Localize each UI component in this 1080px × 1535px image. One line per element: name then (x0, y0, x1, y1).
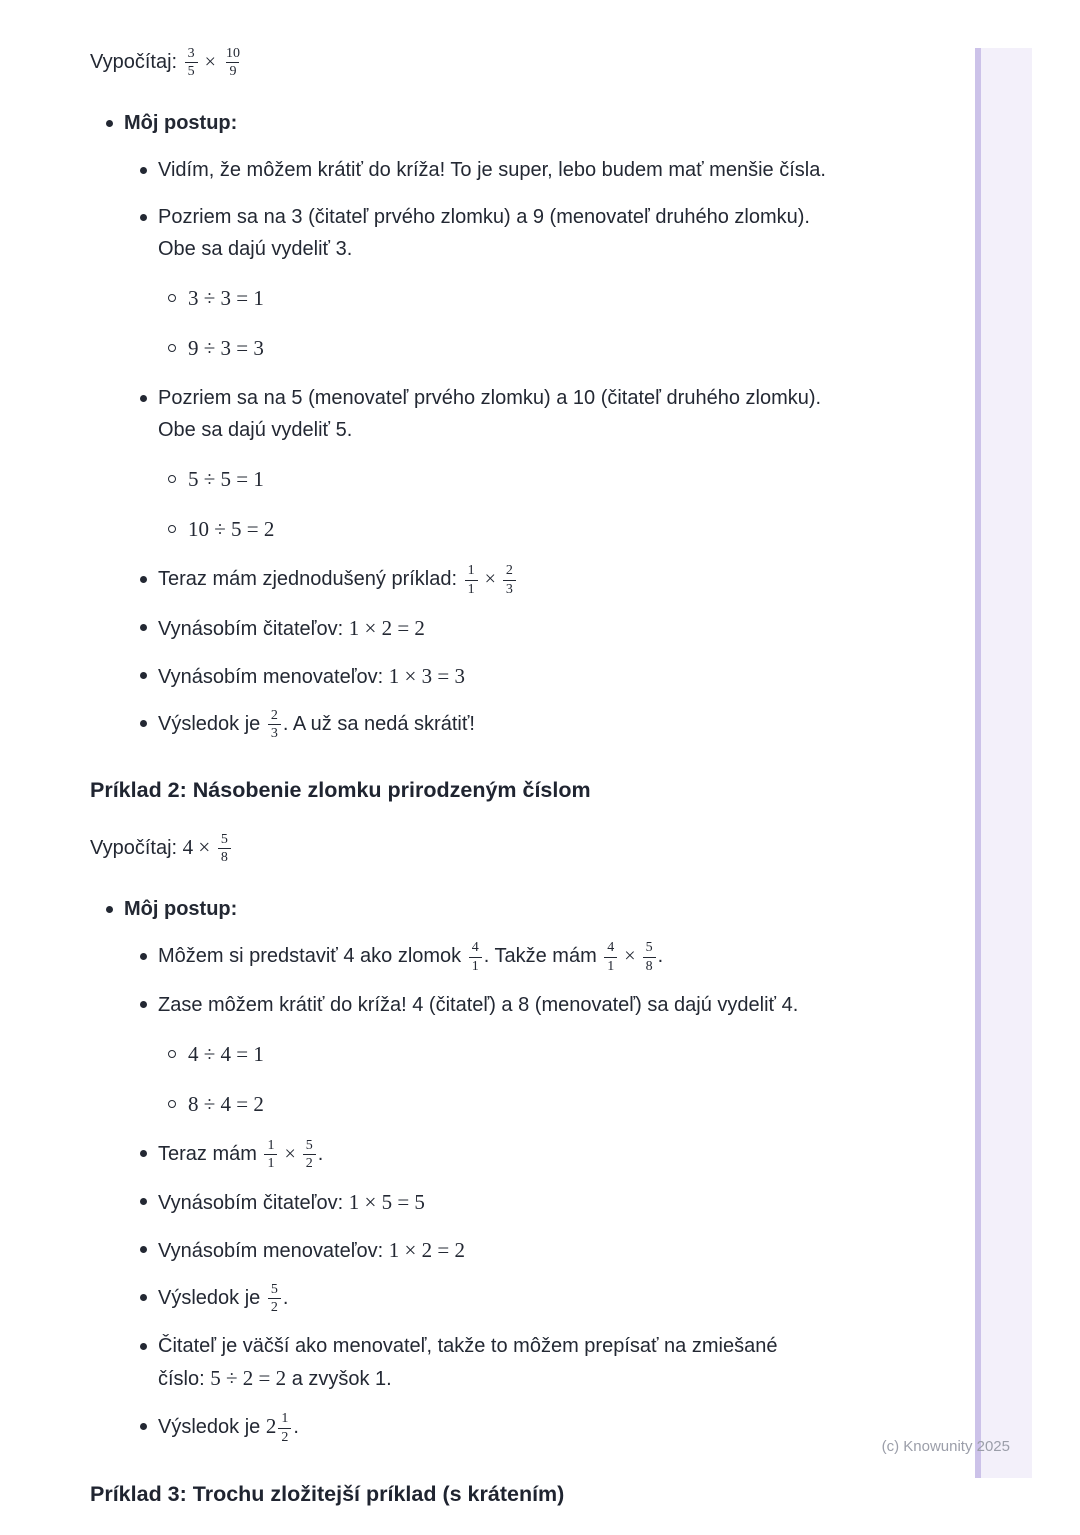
exercise2-substeps-list (124, 940, 826, 1444)
equation-text: 4 ÷ 4 = 1 (188, 1041, 264, 1066)
list-item (158, 1330, 826, 1395)
equation-text: 1 × 5 = 5 (348, 1189, 425, 1214)
exercise2-steps-list (90, 893, 826, 1444)
equation-item (188, 1088, 826, 1121)
list-item (158, 612, 826, 645)
fraction-numerator: 5 (305, 1137, 313, 1153)
fraction-denominator: 8 (643, 957, 656, 974)
step-text: Výsledok je (158, 1416, 261, 1439)
list-item (158, 563, 826, 596)
math-text: 4 × (182, 834, 211, 859)
equation-text: 1 × 3 = 3 (388, 663, 465, 688)
equation-text: 5 ÷ 5 = 1 (188, 467, 264, 492)
step-text: Vidím, že môžem krátiť do kríža! To je super, lebo budem mať menšie čísla. (158, 159, 826, 182)
times-operator: × (204, 51, 216, 73)
step-text: Výsledok je (158, 1286, 261, 1309)
list-item (158, 660, 826, 693)
fraction-2-3 (268, 708, 281, 741)
list-item (158, 1138, 826, 1171)
list-item (158, 154, 826, 186)
step-text: Vynásobím čitateľov: (158, 1191, 344, 1214)
step-text: Vynásobím menovateľov: (158, 1239, 384, 1262)
mixed-number-whole: 2 (265, 1414, 277, 1439)
list-item (158, 201, 826, 365)
fraction-denominator: 2 (268, 1298, 281, 1315)
step-text: . A už sa nedá skrátiť! (282, 712, 475, 735)
step-text: Môžem si predstaviť 4 ako zlomok (158, 945, 462, 968)
fraction-denominator: 8 (218, 848, 231, 865)
step-text: Vynásobím menovateľov: (158, 665, 384, 688)
equation-item (188, 282, 826, 315)
list-item (158, 1234, 826, 1267)
calc-label: Vypočítaj: (90, 51, 178, 73)
equation-text: 1 × 2 = 2 (348, 615, 425, 640)
step-text: . (293, 1416, 299, 1439)
page-edge-bar (975, 48, 1032, 1478)
fraction-2-3 (503, 563, 516, 596)
times-operator: × (484, 568, 496, 591)
fraction-numerator: 2 (270, 707, 278, 723)
list-item (158, 1186, 826, 1219)
equation-item (188, 463, 826, 496)
exercise2-problem (90, 831, 826, 865)
exercise1-problem (90, 46, 826, 79)
fraction-numerator: 5 (645, 940, 653, 956)
times-operator: × (624, 945, 636, 968)
step-text: Pozriem sa na 5 (menovateľ prvého zlomku) a 10 (čitateľ druhého zlomku). Obe sa dajú vydeliť 5. (158, 387, 822, 442)
list-item (158, 1410, 826, 1444)
calc-label: Vypočítaj: (90, 836, 178, 859)
fraction-denominator: 2 (278, 1428, 291, 1445)
list-item-postup (124, 107, 826, 741)
step-text: Čitateľ je väčší ako menovateľ, takže to môžem prepísať na zmiešané číslo: (158, 1335, 778, 1391)
fraction-denominator: 1 (264, 1154, 277, 1171)
equation-item (188, 513, 826, 546)
exercise3-heading: Príklad 3: Trochu zložitejší príklad (s krátením) (90, 1481, 565, 1506)
fraction-4-1 (604, 940, 617, 973)
fraction-numerator: 1 (281, 1411, 289, 1427)
equation-text: 10 ÷ 5 = 2 (188, 517, 275, 542)
fraction-numerator: 4 (471, 940, 479, 956)
fraction-denominator: 2 (303, 1154, 316, 1171)
step-text: Zase môžem krátiť do kríža! 4 (čitateľ) a 8 (menovateľ) sa dajú vydeliť 4. (158, 993, 799, 1016)
equation-text: 8 ÷ 4 = 2 (188, 1091, 264, 1116)
fraction-numerator: 10 (225, 46, 240, 62)
fraction-5-2 (268, 1282, 281, 1315)
fraction-numerator: 1 (467, 563, 475, 579)
equation-list (158, 282, 826, 365)
fraction-denominator: 3 (268, 724, 281, 741)
fraction-10-9 (223, 46, 243, 79)
fraction-denominator: 5 (185, 62, 198, 79)
list-item (158, 382, 826, 546)
exercise1-steps-list (90, 107, 826, 741)
step-text: Teraz mám zjednodušený príklad: (158, 568, 458, 591)
fraction-5-8 (643, 940, 656, 973)
fraction-denominator: 1 (465, 580, 478, 597)
postup-label: Môj postup: (124, 898, 238, 921)
equation-text: 5 ÷ 2 = 2 (210, 1366, 287, 1391)
fraction-numerator: 3 (187, 46, 195, 62)
exercise2-heading: Príklad 2: Násobenie zlomku prirodzeným číslom (90, 777, 591, 802)
step-text: Vynásobím čitateľov: (158, 617, 344, 640)
equation-item (188, 1038, 826, 1071)
notes-content (90, 46, 826, 1535)
equation-list (158, 463, 826, 546)
fraction-denominator: 1 (604, 957, 617, 974)
fraction-numerator: 4 (607, 940, 615, 956)
fraction-1-2 (278, 1411, 291, 1444)
step-text: . (282, 1286, 289, 1309)
fraction-denominator: 9 (226, 62, 239, 79)
step-text: Teraz mám (158, 1142, 257, 1165)
step-text: Výsledok je (158, 712, 261, 735)
fraction-5-8 (218, 832, 231, 865)
fraction-numerator: 5 (220, 832, 228, 848)
step-text: . (317, 1142, 324, 1165)
list-item (158, 989, 826, 1121)
equation-text: 1 × 2 = 2 (388, 1237, 465, 1262)
list-item (158, 708, 826, 741)
list-item (158, 1282, 826, 1315)
fraction-denominator: 1 (469, 957, 482, 974)
exercise1-substeps-list (124, 154, 826, 741)
fraction-numerator: 2 (505, 563, 513, 579)
step-text: . (657, 945, 664, 968)
list-item (158, 940, 826, 973)
fraction-5-2 (303, 1138, 316, 1171)
fraction-1-1 (264, 1138, 277, 1171)
step-text: Pozriem sa na 3 (čitateľ prvého zlomku) a 9 (menovateľ druhého zlomku). Obe sa dajú vydeliť 3. (158, 206, 810, 261)
list-item-postup (124, 893, 826, 1444)
times-operator: × (284, 1142, 296, 1165)
fraction-numerator: 1 (267, 1137, 275, 1153)
step-text: a zvyšok 1. (291, 1368, 392, 1391)
fraction-4-1 (469, 940, 482, 973)
step-text: . Takže mám (483, 945, 597, 968)
equation-text: 9 ÷ 3 = 3 (188, 336, 264, 361)
equation-list (158, 1038, 826, 1121)
fraction-denominator: 3 (503, 580, 516, 597)
fraction-3-5 (185, 46, 198, 79)
fraction-1-1 (465, 563, 478, 596)
fraction-numerator: 5 (270, 1282, 278, 1298)
equation-item (188, 332, 826, 365)
watermark-text: (c) Knowunity 2025 (881, 1438, 1010, 1455)
equation-text: 3 ÷ 3 = 1 (188, 286, 264, 311)
postup-label: Môj postup: (124, 112, 238, 135)
